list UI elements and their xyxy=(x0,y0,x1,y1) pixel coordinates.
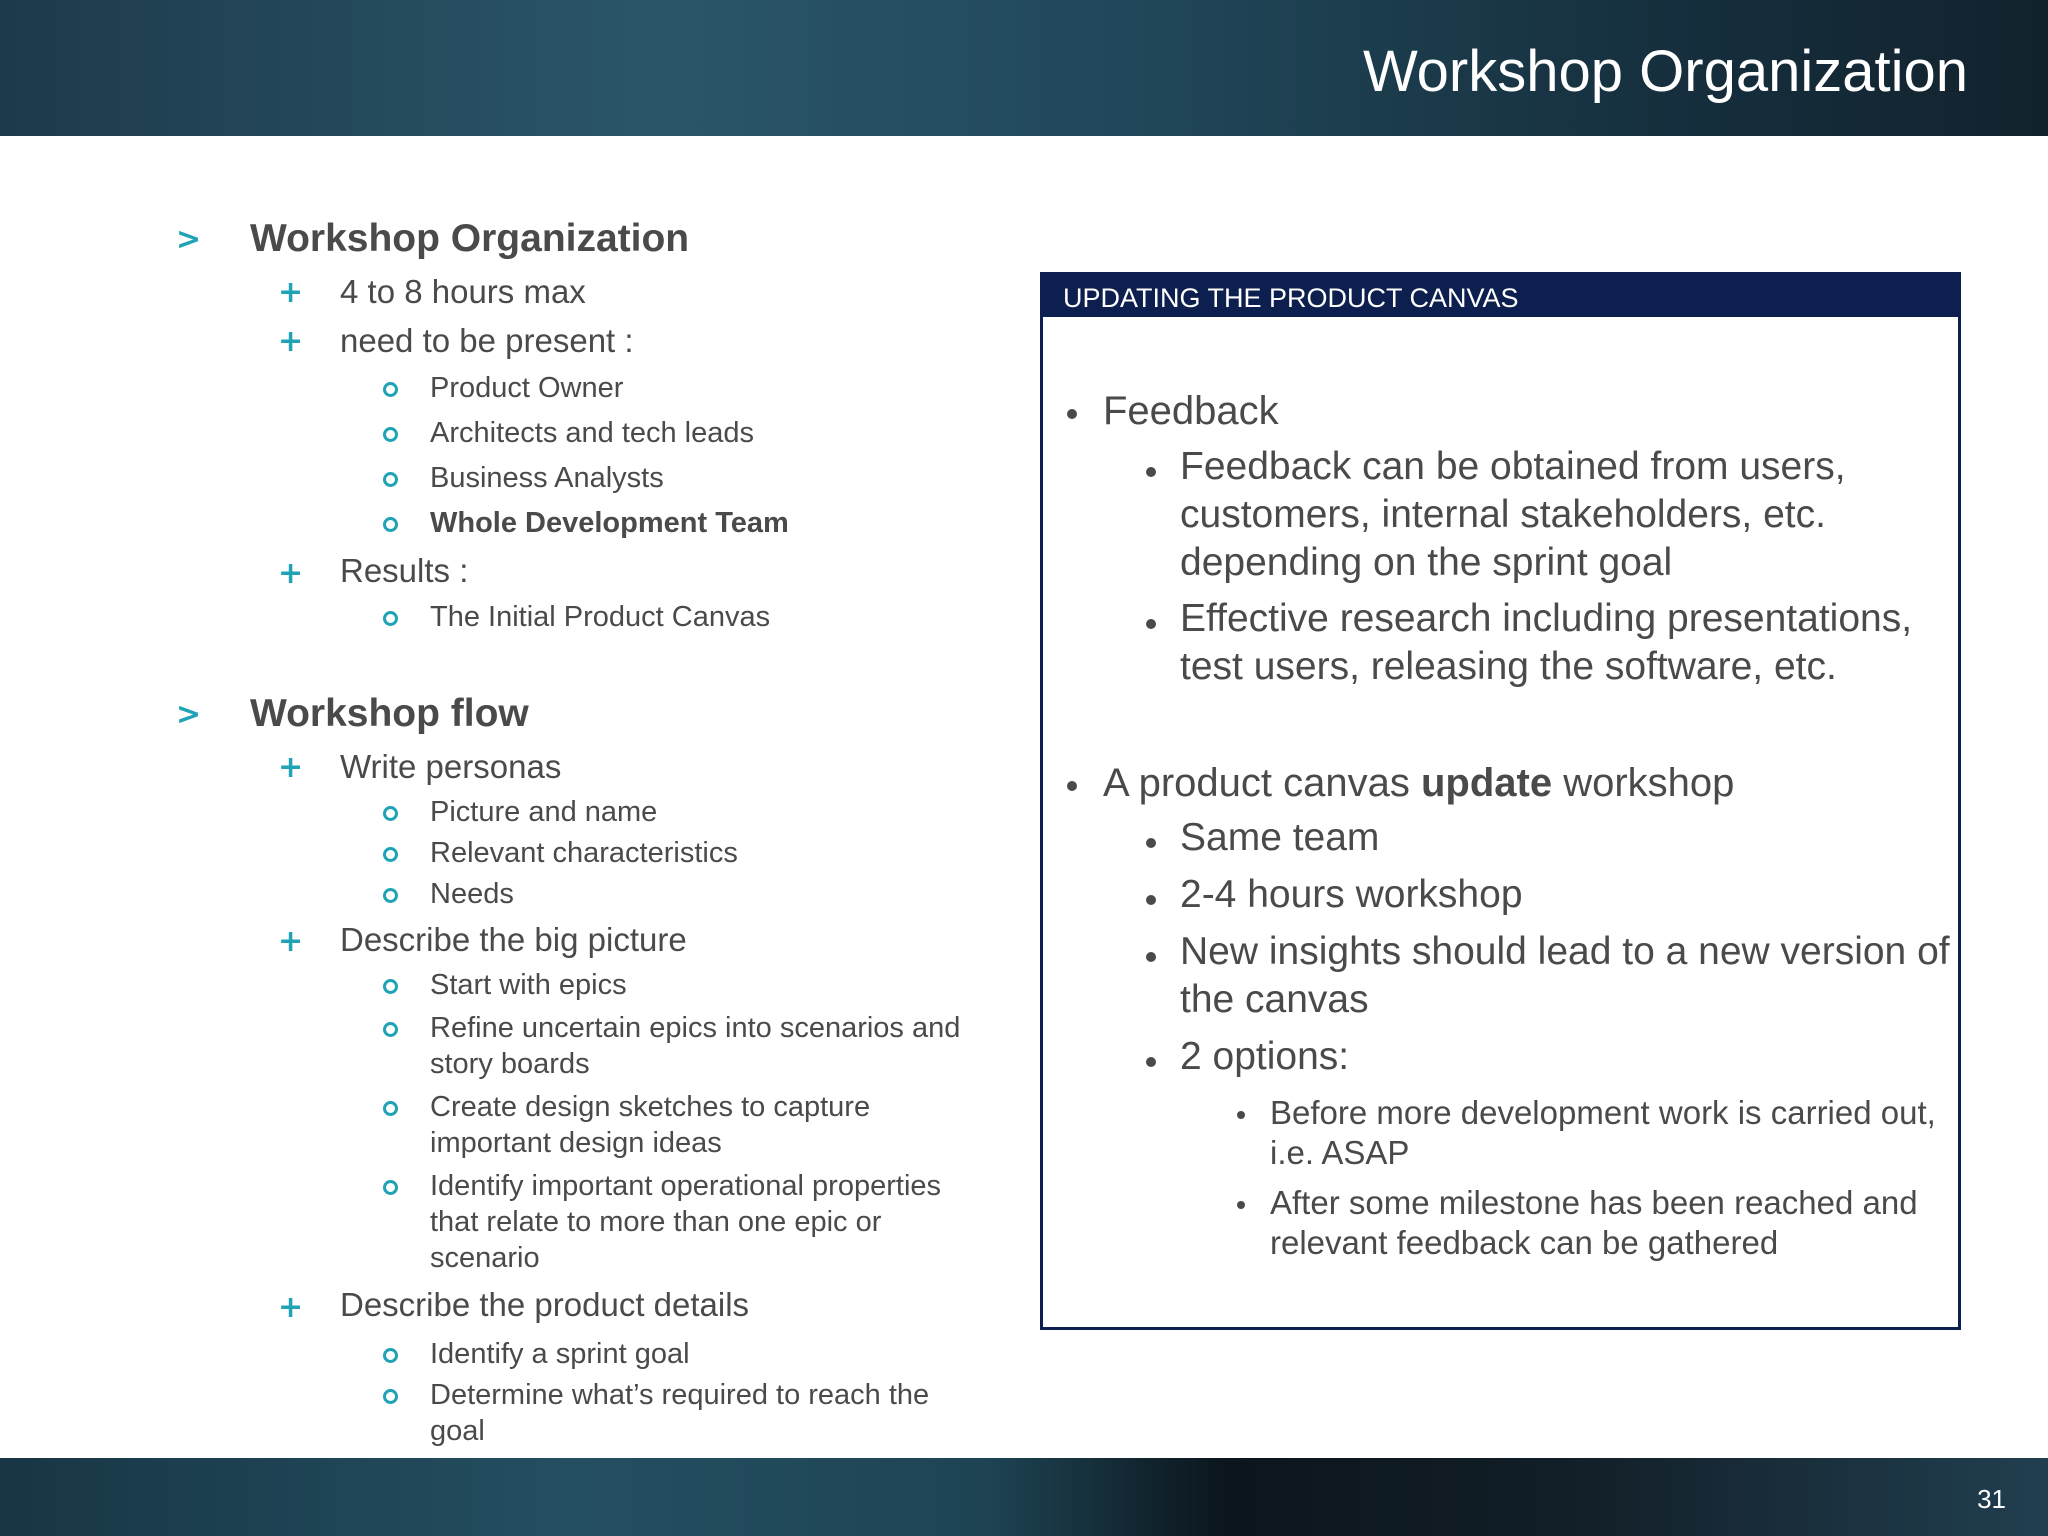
ring-bullet-icon xyxy=(383,847,398,862)
subitem-text: Identify important operational properties that relate to more than one epic or scenario xyxy=(430,1170,942,1274)
ring-bullet-icon xyxy=(383,1180,398,1195)
option-text: Before more development work is carried out, i.e. ASAP xyxy=(1270,1094,1936,1171)
ring-bullet-icon xyxy=(383,472,398,487)
footer-bar xyxy=(0,1458,2048,1536)
plus-icon: + xyxy=(278,275,304,310)
subitem-text: Identify a sprint goal xyxy=(430,1338,690,1370)
update-workshop-label xyxy=(1103,761,1734,806)
ring-bullet-icon xyxy=(383,888,398,903)
subitem-text: Business Analysts xyxy=(430,462,664,494)
bullet-dot-icon xyxy=(1067,409,1077,419)
feedback-point-text: Effective research including presentations, test users, releasing the software, etc. xyxy=(1180,597,1913,688)
bullet-dot-icon xyxy=(1067,781,1077,791)
item-text: need to be present : xyxy=(340,322,634,359)
plus-icon: + xyxy=(278,924,304,959)
subitem-text: Determine what’s required to reach the goal xyxy=(430,1379,930,1447)
subitem-text: Needs xyxy=(430,878,514,910)
subitem-text: Relevant characteristics xyxy=(430,837,738,869)
chevron-right-icon: > xyxy=(176,697,202,732)
canvas-box-header xyxy=(1043,275,1958,317)
ring-bullet-icon xyxy=(383,1101,398,1116)
bullet-dot-icon xyxy=(1237,1111,1245,1119)
subitem-text: Create design sketches to capture important design ideas xyxy=(430,1091,871,1159)
subitem-text: Whole Development Team xyxy=(430,507,789,539)
bullet-dot-icon xyxy=(1146,467,1156,477)
subitem-text: Start with epics xyxy=(430,969,627,1001)
product-canvas-box xyxy=(1040,272,1961,1330)
bullet-dot-icon xyxy=(1237,1201,1245,1209)
bullet-dot-icon xyxy=(1146,838,1156,848)
bullet-dot-icon xyxy=(1146,1057,1156,1067)
ring-bullet-icon xyxy=(383,1022,398,1037)
canvas-box-title: UPDATING THE PRODUCT CANVAS xyxy=(1063,283,1519,313)
update-point-text: Same team xyxy=(1180,816,1380,859)
chevron-right-icon: > xyxy=(176,222,202,257)
section-title: Workshop Organization xyxy=(250,217,690,260)
subitem-text: The Initial Product Canvas xyxy=(430,601,771,633)
bullet-dot-icon xyxy=(1146,895,1156,905)
item-text: Write personas xyxy=(340,748,562,785)
item-text: Results : xyxy=(340,552,469,589)
ring-bullet-icon xyxy=(383,611,398,626)
label-part: A product canvas xyxy=(1103,761,1421,805)
plus-icon: + xyxy=(278,1290,304,1325)
plus-icon: + xyxy=(278,324,304,359)
ring-bullet-icon xyxy=(383,427,398,442)
slide-title: Workshop Organization xyxy=(1362,39,1968,104)
ring-bullet-icon xyxy=(383,806,398,821)
bullet-dot-icon xyxy=(1146,952,1156,962)
item-text: 4 to 8 hours max xyxy=(340,273,586,310)
ring-bullet-icon xyxy=(383,1389,398,1404)
label-emphasis: update xyxy=(1420,761,1553,805)
ring-bullet-icon xyxy=(383,517,398,532)
subitem-text: Architects and tech leads xyxy=(430,417,755,449)
page-number: 31 xyxy=(1977,1484,2006,1514)
subitem-text: Picture and name xyxy=(430,796,658,828)
plus-icon: + xyxy=(278,556,304,591)
ring-bullet-icon xyxy=(383,979,398,994)
section-title: Workshop flow xyxy=(250,692,529,735)
bullet-dot-icon xyxy=(1146,619,1156,629)
update-point-text: New insights should lead to a new version of the canvas xyxy=(1180,930,1950,1021)
item-text: Describe the product details xyxy=(340,1286,750,1323)
option-text: After some milestone has been reached and relevant feedback can be gathered xyxy=(1270,1184,1918,1261)
ring-bullet-icon xyxy=(383,1348,398,1363)
update-point-text: 2 options: xyxy=(1180,1035,1350,1078)
plus-icon: + xyxy=(278,750,304,785)
title-bar xyxy=(0,0,2048,136)
subitem-text: Product Owner xyxy=(430,372,624,404)
subitem-text: Refine uncertain epics into scenarios and story boards xyxy=(430,1012,961,1080)
feedback-label: Feedback xyxy=(1103,389,1279,433)
feedback-point-text: Feedback can be obtained from users, customers, internal stakeholders, etc. depending on the sprint goal xyxy=(1180,445,1846,584)
update-point-text: 2-4 hours workshop xyxy=(1180,873,1523,916)
ring-bullet-icon xyxy=(383,382,398,397)
item-text: Describe the big picture xyxy=(340,921,687,958)
label-part: workshop xyxy=(1552,761,1735,805)
